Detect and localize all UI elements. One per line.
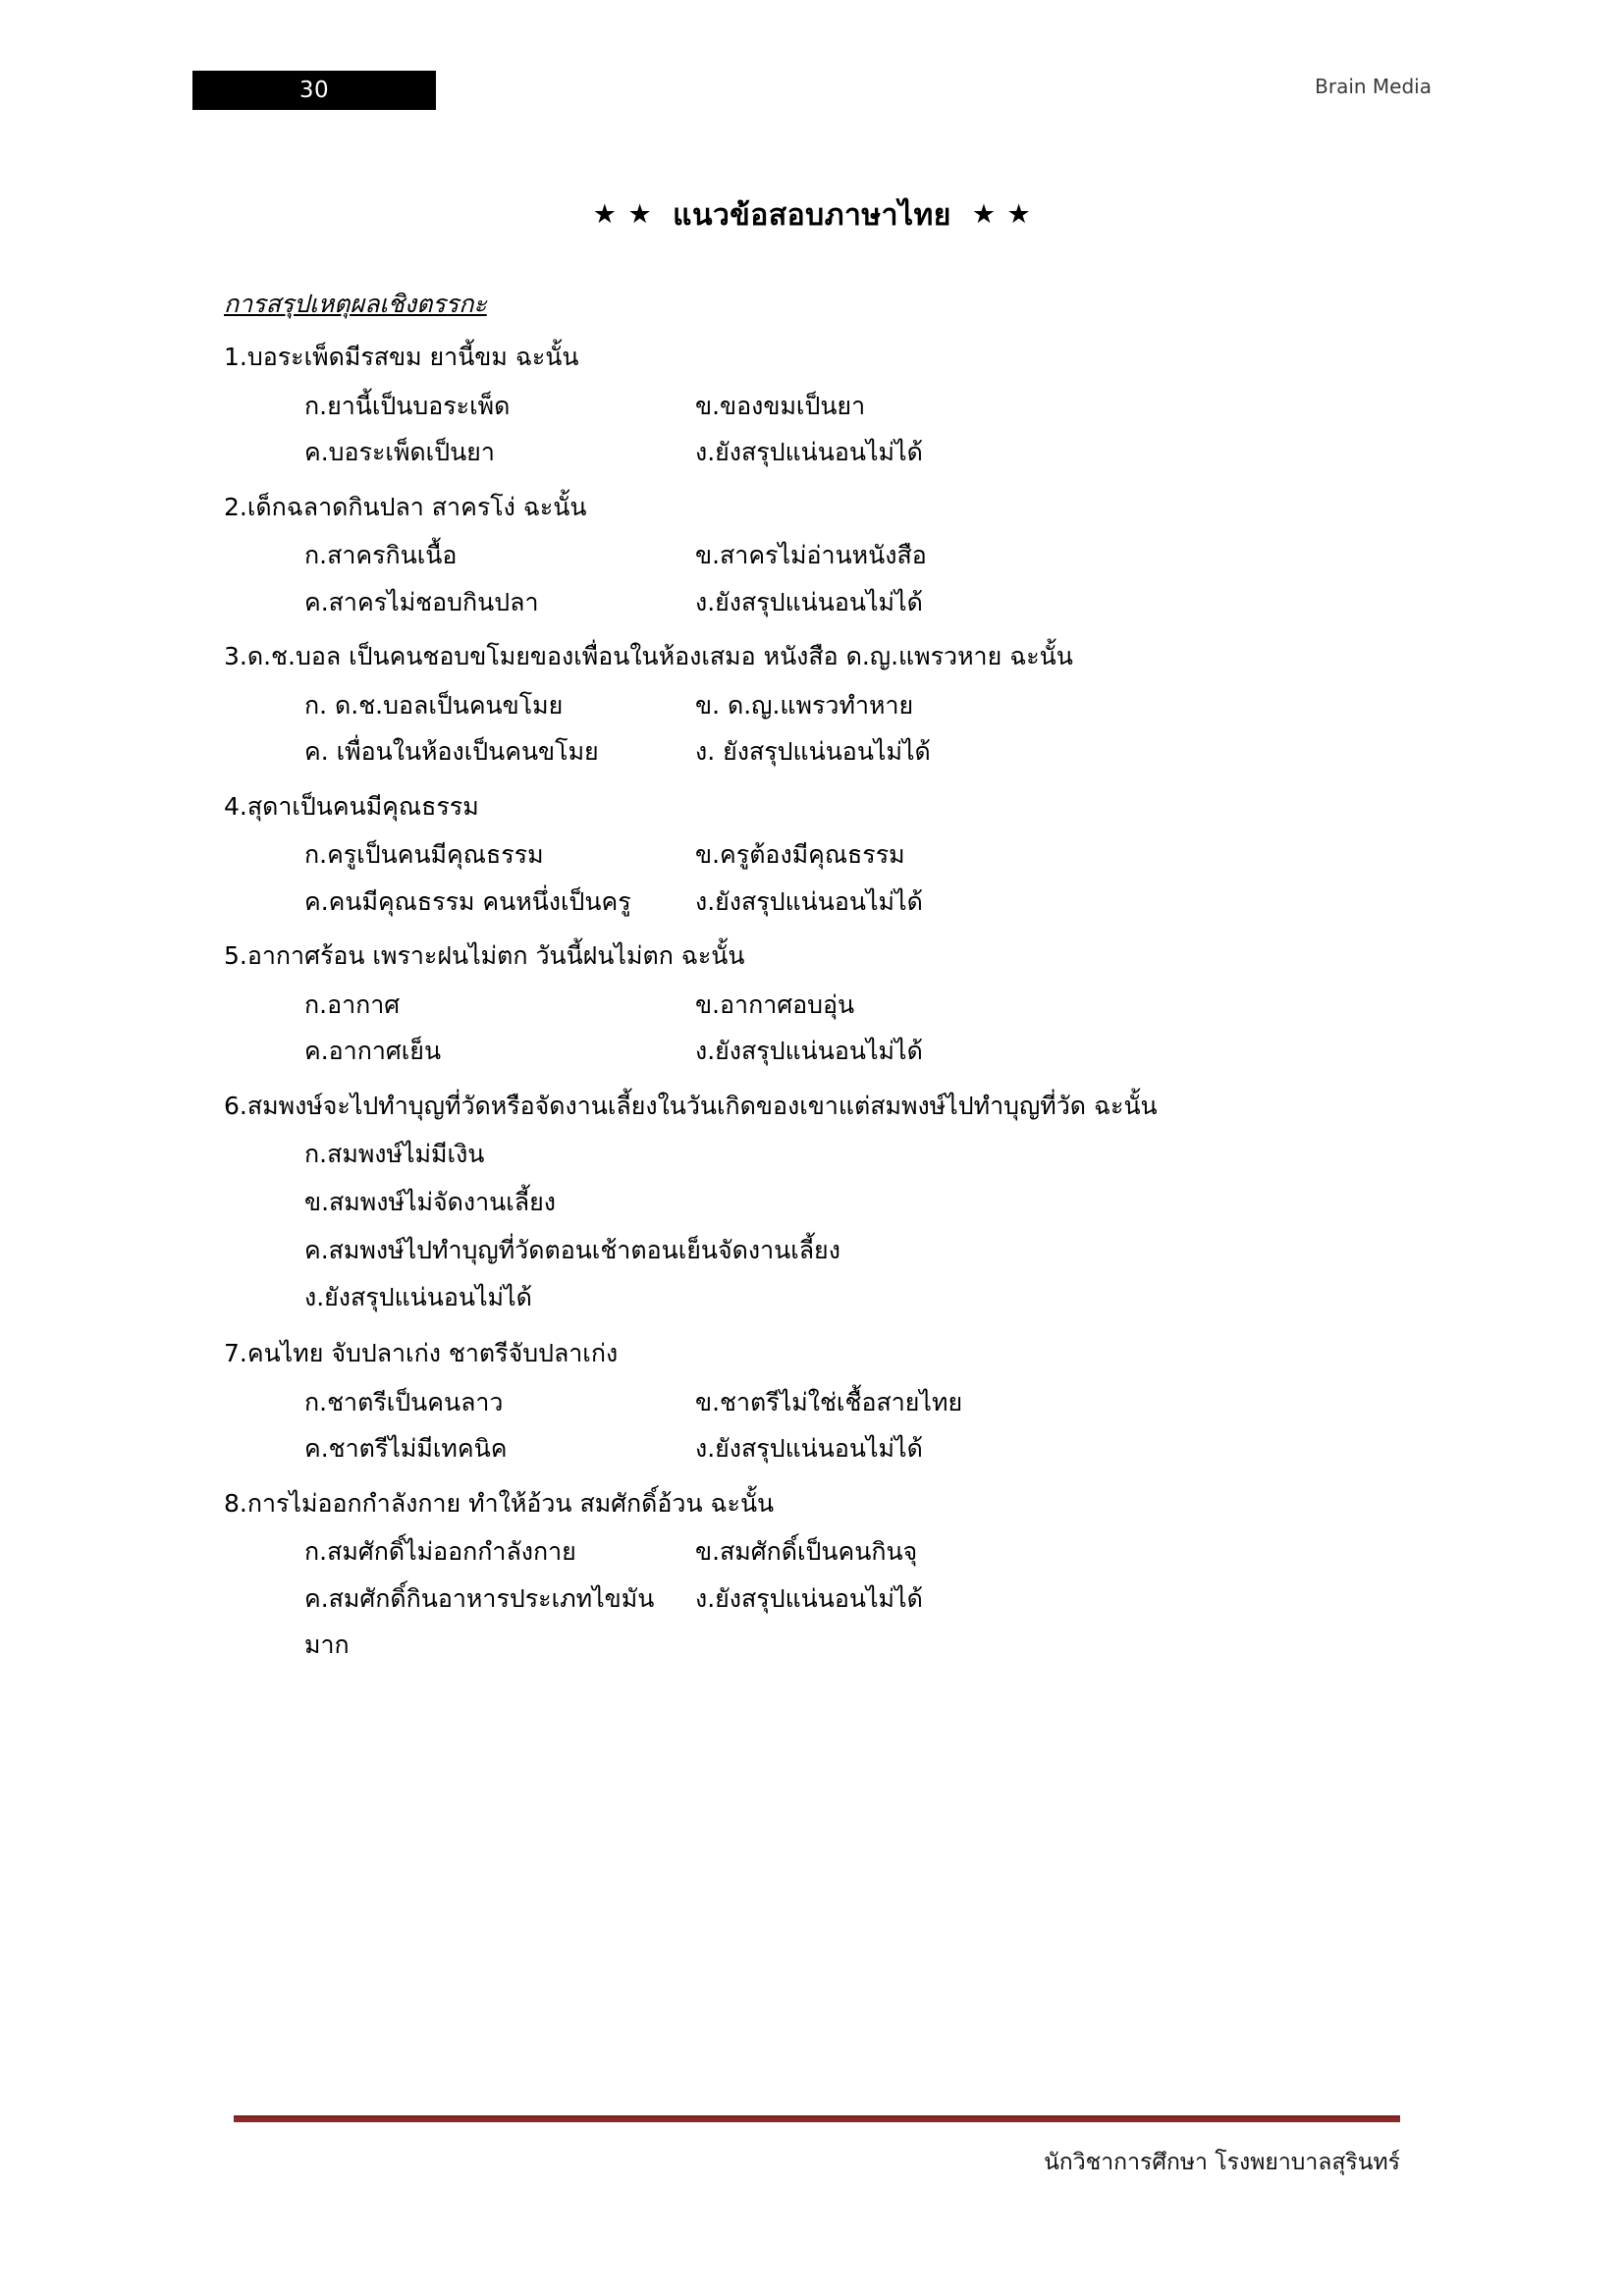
choice-option: ค.สมศักดิ์กินอาหารประเภทไขมันมาก xyxy=(304,1583,655,1659)
choice-option: ก.ชาตรีเป็นคนลาว xyxy=(304,1387,504,1416)
question-text: 2.เด็กฉลาดกินปลา สาครโง่ ฉะนั้น xyxy=(224,492,587,521)
choice-option: ก.ครูเป็นคนมีคุณธรรม xyxy=(304,840,544,869)
footer-label: นักวิชาการศึกษา โรงพยาบาลสุรินทร์ xyxy=(1044,2150,1400,2175)
choice-row xyxy=(304,1028,1408,1075)
page-title-text: แนวข้อสอบภาษาไทย xyxy=(673,198,951,233)
choice-option: ก.สมศักดิ์ไม่ออกกำลังกาย xyxy=(304,1537,576,1566)
choice-option: ง. ยังสรุปแน่นอนไม่ได้ xyxy=(695,737,931,766)
choice-option: ข.ของขมเป็นยา xyxy=(695,391,866,420)
question-block xyxy=(224,938,1408,1075)
question-text: 3.ด.ช.บอล เป็นคนชอบขโมยของเพื่อนในห้องเสมอ หนังสือ ด.ญ.แพรวหาย ฉะนั้น xyxy=(224,642,1073,670)
star-icon: ★ xyxy=(592,199,618,230)
choice-row xyxy=(304,429,1408,476)
choice-row xyxy=(304,831,1408,879)
document-content xyxy=(224,285,1408,1669)
question-block xyxy=(224,789,1408,926)
question-text: 8.การไม่ออกกำลังกาย ทำให้อ้วน สมศักดิ์อ้วน ฉะนั้น xyxy=(224,1488,775,1518)
choice-row xyxy=(304,728,1408,775)
choice-option: ก.สมพงษ์ไม่มีเงิน xyxy=(304,1140,485,1168)
choice-list xyxy=(304,682,1408,775)
choice-option: ค.สมพงษ์ไปทำบุญที่วัดตอนเช้าตอนเย็นจัดงานเลี้ยง xyxy=(304,1235,840,1264)
choice-option: ข.ครูต้องมีคุณธรรม xyxy=(695,840,905,869)
choice-option: ข.สมพงษ์ไม่จัดงานเลี้ยง xyxy=(304,1187,556,1216)
choice-option: ข.ชาตรีไม่ใช่เชื้อสายไทย xyxy=(695,1387,963,1416)
question-block xyxy=(224,1486,1408,1669)
choice-option: ง.ยังสรุปแน่นอนไม่ได้ xyxy=(695,1037,923,1065)
choice-row xyxy=(304,579,1408,626)
star-icon: ★ xyxy=(1006,199,1032,230)
choice-option: ง.ยังสรุปแน่นอนไม่ได้ xyxy=(695,438,923,466)
question-block xyxy=(224,639,1408,775)
question-text: 6.สมพงษ์จะไปทำบุญที่วัดหรือจัดงานเลี้ยงในวันเกิดของเขาแต่สมพงษ์ไปทำบุญที่วัด ฉะนั้น xyxy=(224,1091,1158,1120)
choice-option: ข.อากาศอบอุ่น xyxy=(695,989,855,1019)
question-block xyxy=(224,1336,1408,1472)
choice-option: ค.คนมีคุณธรรม คนหนึ่งเป็นครู xyxy=(304,886,631,916)
question-text: 1.บอระเพ็ดมีรสขม ยานี้ขม ฉะนั้น xyxy=(224,343,579,371)
question-text: 7.คนไทย จับปลาเก่ง ชาตรีจับปลาเก่ง xyxy=(224,1339,619,1367)
choice-option: ก.อากาศ xyxy=(304,989,401,1019)
footer-divider xyxy=(234,2115,1400,2122)
question-text: 4.สุดาเป็นคนมีคุณธรรม xyxy=(224,791,479,821)
question-block xyxy=(224,340,1408,476)
choice-list xyxy=(304,1131,1408,1322)
choice-row xyxy=(304,682,1408,729)
choice-option: ค.สาครไม่ชอบกินปลา xyxy=(304,587,539,616)
choice-option: ง.ยังสรุปแน่นอนไม่ได้ xyxy=(304,1283,532,1312)
choice-row xyxy=(304,1528,1408,1575)
choice-option: ก. ด.ช.บอลเป็นคนขโมย xyxy=(304,690,564,720)
choice-option: ง.ยังสรุปแน่นอนไม่ได้ xyxy=(695,1434,923,1463)
question-text: 5.อากาศร้อน เพราะฝนไม่ตก วันนี้ฝนไม่ตก ฉะนั้น xyxy=(224,941,745,970)
page-number-badge: 30 xyxy=(192,71,436,110)
choice-option: ง.ยังสรุปแน่นอนไม่ได้ xyxy=(695,587,923,616)
choice-row xyxy=(304,1575,1408,1669)
choice-list xyxy=(304,383,1408,476)
page-header xyxy=(0,71,1624,114)
choice-option: ค.ชาตรีไม่มีเทคนิค xyxy=(304,1434,508,1463)
choice-list xyxy=(304,532,1408,625)
choice-row xyxy=(304,982,1408,1029)
choice-list xyxy=(304,982,1408,1075)
brand-label: Brain Media xyxy=(1315,75,1432,98)
choice-option: ข.สาครไม่อ่านหนังสือ xyxy=(695,541,927,569)
choice-row xyxy=(304,532,1408,579)
choice-option: ง.ยังสรุปแน่นอนไม่ได้ xyxy=(695,1583,923,1613)
star-icon: ★ xyxy=(971,199,997,230)
choice-option: ก.สาครกินเนื้อ xyxy=(304,541,458,569)
choice-list xyxy=(304,1379,1408,1472)
choice-option: ข.สมศักดิ์เป็นคนกินจุ xyxy=(695,1537,918,1566)
choice-option: ค.บอระเพ็ดเป็นยา xyxy=(304,438,495,466)
page-title xyxy=(0,192,1624,239)
choice-list xyxy=(304,1528,1408,1669)
question-block xyxy=(224,490,1408,626)
choice-option: ก.ยานี้เป็นบอระเพ็ด xyxy=(304,391,511,420)
question-block xyxy=(224,1089,1408,1323)
choice-option: ง.ยังสรุปแน่นอนไม่ได้ xyxy=(695,886,923,916)
choice-row xyxy=(304,1425,1408,1472)
choice-option: ค.อากาศเย็น xyxy=(304,1037,442,1065)
star-icon: ★ xyxy=(627,199,653,230)
choice-list xyxy=(304,831,1408,925)
choice-row xyxy=(304,879,1408,926)
choice-row xyxy=(304,1379,1408,1426)
choice-row xyxy=(304,383,1408,430)
choice-option: ข. ด.ญ.แพรวทำหาย xyxy=(695,690,914,720)
section-heading: การสรุปเหตุผลเชิงตรรกะ xyxy=(224,290,487,318)
choice-option: ค. เพื่อนในห้องเป็นคนขโมย xyxy=(304,737,599,766)
